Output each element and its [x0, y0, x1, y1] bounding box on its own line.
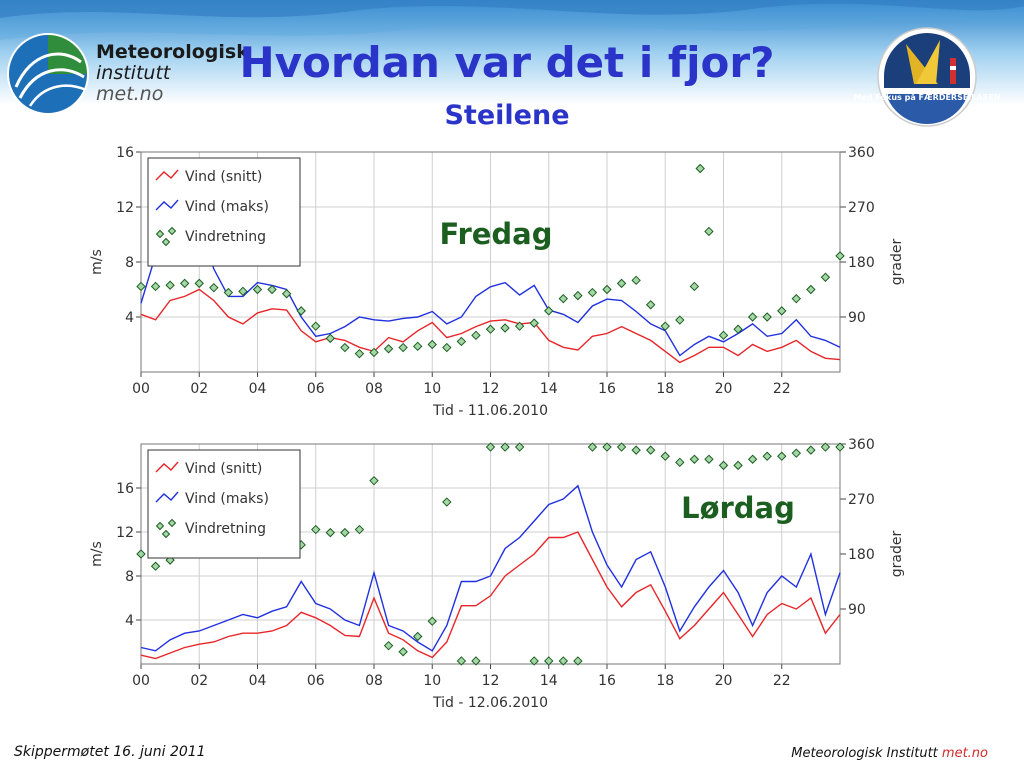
footer-right	[791, 746, 988, 761]
chart-0-xtick-label-8: 16	[598, 381, 616, 397]
chart-1-xtick-label-11: 22	[772, 673, 791, 689]
chart-0-y2label: grader	[889, 238, 905, 286]
chart-0-y2tick-label-2: 270	[848, 200, 875, 216]
chart-1-xtick-label-6: 12	[481, 673, 500, 689]
met-institutt-logo-text	[96, 42, 249, 105]
chart-0-ytick-label-3: 16	[116, 145, 134, 161]
footer-left-text: Skippermøtet 16. juni 2011	[14, 744, 206, 760]
chart-0-legend-label-2: Vindretning	[185, 229, 266, 245]
chart-1-xtick-label-9: 18	[656, 673, 675, 689]
chart-0-ylabel: m/s	[89, 249, 105, 275]
chart-0-xtick-label-1: 02	[190, 381, 209, 397]
chart-0-legend-label-0: Vind (snitt)	[185, 169, 263, 185]
chart-1-ytick-label-1: 8	[125, 569, 134, 585]
chart-0-ytick-label-0: 4	[125, 310, 134, 326]
chart-1-legend-label-1: Vind (maks)	[185, 491, 269, 507]
chart-0-legend-label-1: Vind (maks)	[185, 199, 269, 215]
chart-1-ylabel: m/s	[89, 541, 105, 567]
chart-0-xtick-label-5: 10	[423, 381, 442, 397]
chart-1-xlabel: Tid - 12.06.2010	[432, 695, 549, 711]
slide-title: Hvordan var det i fjor?	[239, 38, 775, 87]
chart-fredag	[80, 140, 920, 430]
chart-lordag	[80, 432, 920, 722]
chart-1-y2tick-label-2: 270	[848, 492, 875, 508]
chart-1-y2tick-label-0: 90	[848, 602, 866, 618]
logo-line-1: Meteorologisk	[96, 41, 249, 63]
chart-1-ytick-label-0: 4	[125, 613, 134, 629]
chart-1-xtick-label-7: 14	[539, 673, 558, 689]
chart-0-xlabel: Tid - 11.06.2010	[432, 403, 549, 419]
chart-1-xtick-label-2: 04	[248, 673, 267, 689]
slide-subtitle: Steilene	[444, 100, 570, 131]
chart-1-xtick-label-5: 10	[423, 673, 442, 689]
chart-0-day-label: Fredag	[439, 217, 553, 251]
faerderseilasen-logo-icon	[853, 26, 1001, 128]
chart-0-xtick-label-4: 08	[365, 381, 383, 397]
chart-0-ytick-label-2: 12	[116, 200, 134, 216]
chart-1-xtick-label-0: 00	[132, 673, 150, 689]
chart-0-xtick-label-0: 00	[132, 381, 150, 397]
chart-1-y2label: grader	[889, 530, 905, 578]
met-institutt-logo-icon	[6, 32, 90, 116]
chart-0-xtick-label-2: 04	[248, 381, 267, 397]
chart-1-xtick-label-4: 08	[365, 673, 383, 689]
faerderseilasen-logo-text: Med Fokus på FÆRDERSEILASEN	[853, 93, 1001, 102]
chart-1-xtick-label-8: 16	[598, 673, 616, 689]
chart-0-y2tick-label-3: 360	[848, 145, 875, 161]
chart-0-xtick-label-9: 18	[656, 381, 675, 397]
chart-1-xtick-label-1: 02	[190, 673, 209, 689]
chart-1-legend-label-2: Vindretning	[185, 521, 266, 537]
chart-0-xtick-label-10: 20	[714, 381, 733, 397]
chart-0-y2tick-label-0: 90	[848, 310, 866, 326]
footer-right-metno: met.no	[941, 746, 988, 761]
chart-1-ytick-label-2: 12	[116, 525, 134, 541]
chart-0-y2tick-label-1: 180	[848, 255, 875, 271]
chart-1-xtick-label-10: 20	[714, 673, 733, 689]
chart-1-legend-label-0: Vind (snitt)	[185, 461, 263, 477]
logo-line-3: met.no	[96, 83, 164, 105]
chart-1-day-label: Lørdag	[681, 491, 795, 525]
chart-1-ytick-label-3: 16	[116, 481, 134, 497]
chart-1-xtick-label-3: 06	[306, 673, 325, 689]
chart-0-xtick-label-6: 12	[481, 381, 500, 397]
chart-0-ytick-label-1: 8	[125, 255, 134, 271]
logo-line-2: institutt	[96, 62, 171, 84]
chart-0-xtick-label-7: 14	[539, 381, 558, 397]
chart-0-xtick-label-11: 22	[772, 381, 791, 397]
footer-right-institute: Meteorologisk Institutt	[791, 746, 938, 761]
chart-0-xtick-label-3: 06	[306, 381, 325, 397]
chart-1-y2tick-label-1: 180	[848, 547, 875, 563]
chart-1-y2tick-label-3: 360	[848, 437, 875, 453]
